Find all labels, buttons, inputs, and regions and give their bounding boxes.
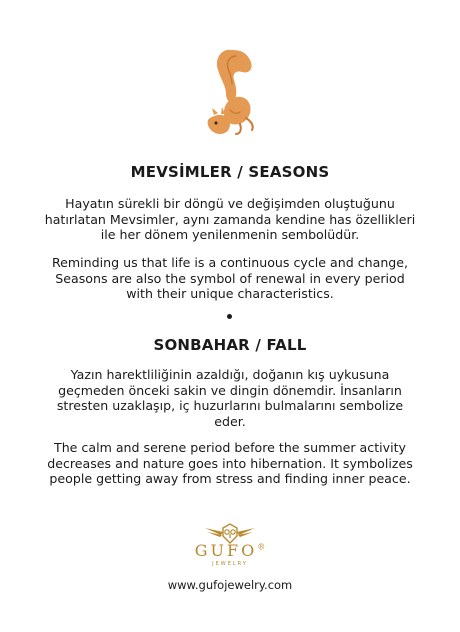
description-tr-seasons: Hayatın sürekli bir döngü ve değişimden oluştuğunu hatırlatan Mevsimler, aynı zamanda kendine has özellikleri ile her dönem yenilenmenin sembolüdür. — [44, 196, 416, 242]
title-seasons: MEVSİMLER / SEASONS — [130, 163, 330, 181]
brand-name: GUFO — [194, 541, 258, 560]
brand-registered-mark: ® — [257, 542, 266, 552]
separator-dot — [227, 314, 232, 319]
description-en-seasons: Reminding us that life is a continuous cycle and change, Seasons are also the symbol of renewal in every period with their unique characteristics. — [51, 255, 409, 301]
brand-tagline: JEWELRY — [212, 561, 248, 567]
website-link[interactable]: www.gufojewelry.com — [167, 578, 293, 592]
description-en-fall: The calm and serene period before the summer activity decreases and nature goes into hibernation. It symbolizes people getting away from stress and finding inner peace. — [47, 440, 413, 486]
description-tr-fall: Yazın harektliliğinin azaldığı, doğanın kış uykusuna geçmeden önceki sakin ve dingin dönemdir. İnsanların stresten uzaklaşıp, iç huzurlarını bulmalarını sembolize eder. — [56, 367, 404, 429]
brand-logo — [0, 541, 460, 560]
title-fall: SONBAHAR / FALL — [153, 336, 307, 354]
squirrel-icon — [196, 44, 266, 140]
